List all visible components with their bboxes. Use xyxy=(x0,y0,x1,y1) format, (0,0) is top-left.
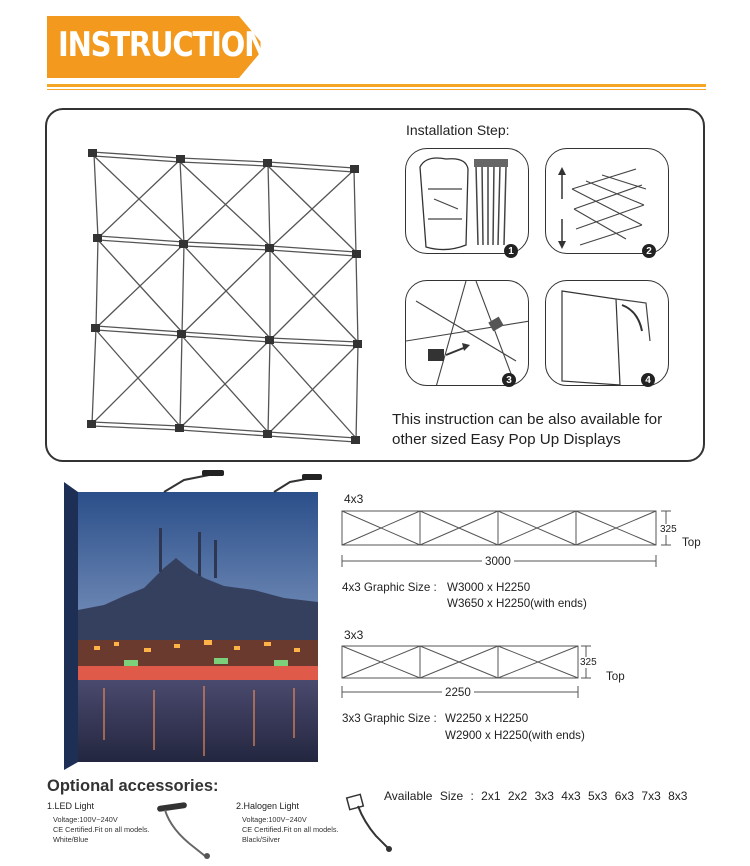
config-4x3-width: 3000 xyxy=(482,555,514,568)
divider-line-thin xyxy=(47,89,706,90)
halogen-cert: CE Certified.Fit on all models. xyxy=(242,825,339,834)
available-size-item: 4x3 xyxy=(561,789,581,803)
led-light-icon xyxy=(155,800,215,860)
config-4x3-graphic-size: W3000 x H2250 xyxy=(447,581,531,594)
config-4x3-height: 325 xyxy=(660,524,677,535)
available-size-item: 8x3 xyxy=(668,789,688,803)
available-size-item: 5x3 xyxy=(587,789,608,803)
connector-icon xyxy=(406,281,529,386)
carry-case-icon xyxy=(406,149,529,254)
led-cert: CE Certified.Fit on all models. xyxy=(53,825,150,834)
config-4x3-graphic-label: 4x3 Graphic Size : xyxy=(342,581,437,594)
halogen-voltage: Voltage:100V~240V xyxy=(242,815,307,824)
divider-line xyxy=(47,84,706,87)
popup-display-photo xyxy=(64,470,326,770)
available-size-item: 2x2 xyxy=(507,789,528,803)
step-1-illustration xyxy=(405,148,529,254)
step-4-badge: 4 xyxy=(641,373,655,387)
config-4x3-top-view xyxy=(336,505,706,575)
config-3x3-graphic-size-ends: W2900 x H2250(with ends) xyxy=(445,729,585,742)
page-title: INSTRUCTION xyxy=(58,24,268,65)
note-line-2: other sized Easy Pop Up Displays xyxy=(392,431,621,448)
note-line-1: This instruction can be also available for xyxy=(392,411,663,428)
step-2-illustration xyxy=(545,148,669,254)
available-sizes xyxy=(384,789,687,803)
led-light-name: 1.LED Light xyxy=(47,801,95,811)
frame-structure-illustration xyxy=(80,140,380,450)
config-4x3-top-label: Top xyxy=(682,536,701,549)
available-size-item: 7x3 xyxy=(641,789,661,803)
optional-accessories-title: Optional accessories: xyxy=(47,777,219,795)
attach-graphic-icon xyxy=(546,281,669,386)
config-3x3-height: 325 xyxy=(580,657,597,668)
step-3-illustration xyxy=(405,280,529,386)
step-4-illustration xyxy=(545,280,669,386)
halogen-light-name: 2.Halogen Light xyxy=(236,801,300,811)
config-3x3-top-view xyxy=(336,640,636,706)
config-3x3-graphic-label: 3x3 Graphic Size : xyxy=(342,712,437,725)
available-size-item: 2x1 xyxy=(481,789,501,803)
halogen-light-details xyxy=(242,815,339,845)
available-size-item: 6x3 xyxy=(614,789,635,803)
config-3x3-width: 2250 xyxy=(442,686,474,699)
led-colors: White/Blue xyxy=(53,835,89,844)
led-voltage: Voltage:100V~240V xyxy=(53,815,118,824)
halogen-colors: Black/Silver xyxy=(242,835,281,844)
config-4x3-graphic-size-ends: W3650 x H2250(with ends) xyxy=(447,597,587,610)
config-3x3-top-label: Top xyxy=(606,670,625,683)
step-2-badge: 2 xyxy=(642,244,656,258)
config-3x3-graphic-size: W2250 x H2250 xyxy=(445,712,529,725)
expand-frame-icon xyxy=(546,149,669,254)
config-4x3-label: 4x3 xyxy=(344,492,364,506)
step-3-badge: 3 xyxy=(502,373,516,387)
led-light-details xyxy=(53,815,150,845)
step-1-badge: 1 xyxy=(504,244,518,258)
installation-step-heading: Installation Step: xyxy=(406,122,510,138)
config-3x3-label: 3x3 xyxy=(344,628,364,642)
availability-note xyxy=(392,410,662,450)
available-size-item: 3x3 xyxy=(534,789,554,803)
available-size-label: Available Size : xyxy=(384,789,474,803)
